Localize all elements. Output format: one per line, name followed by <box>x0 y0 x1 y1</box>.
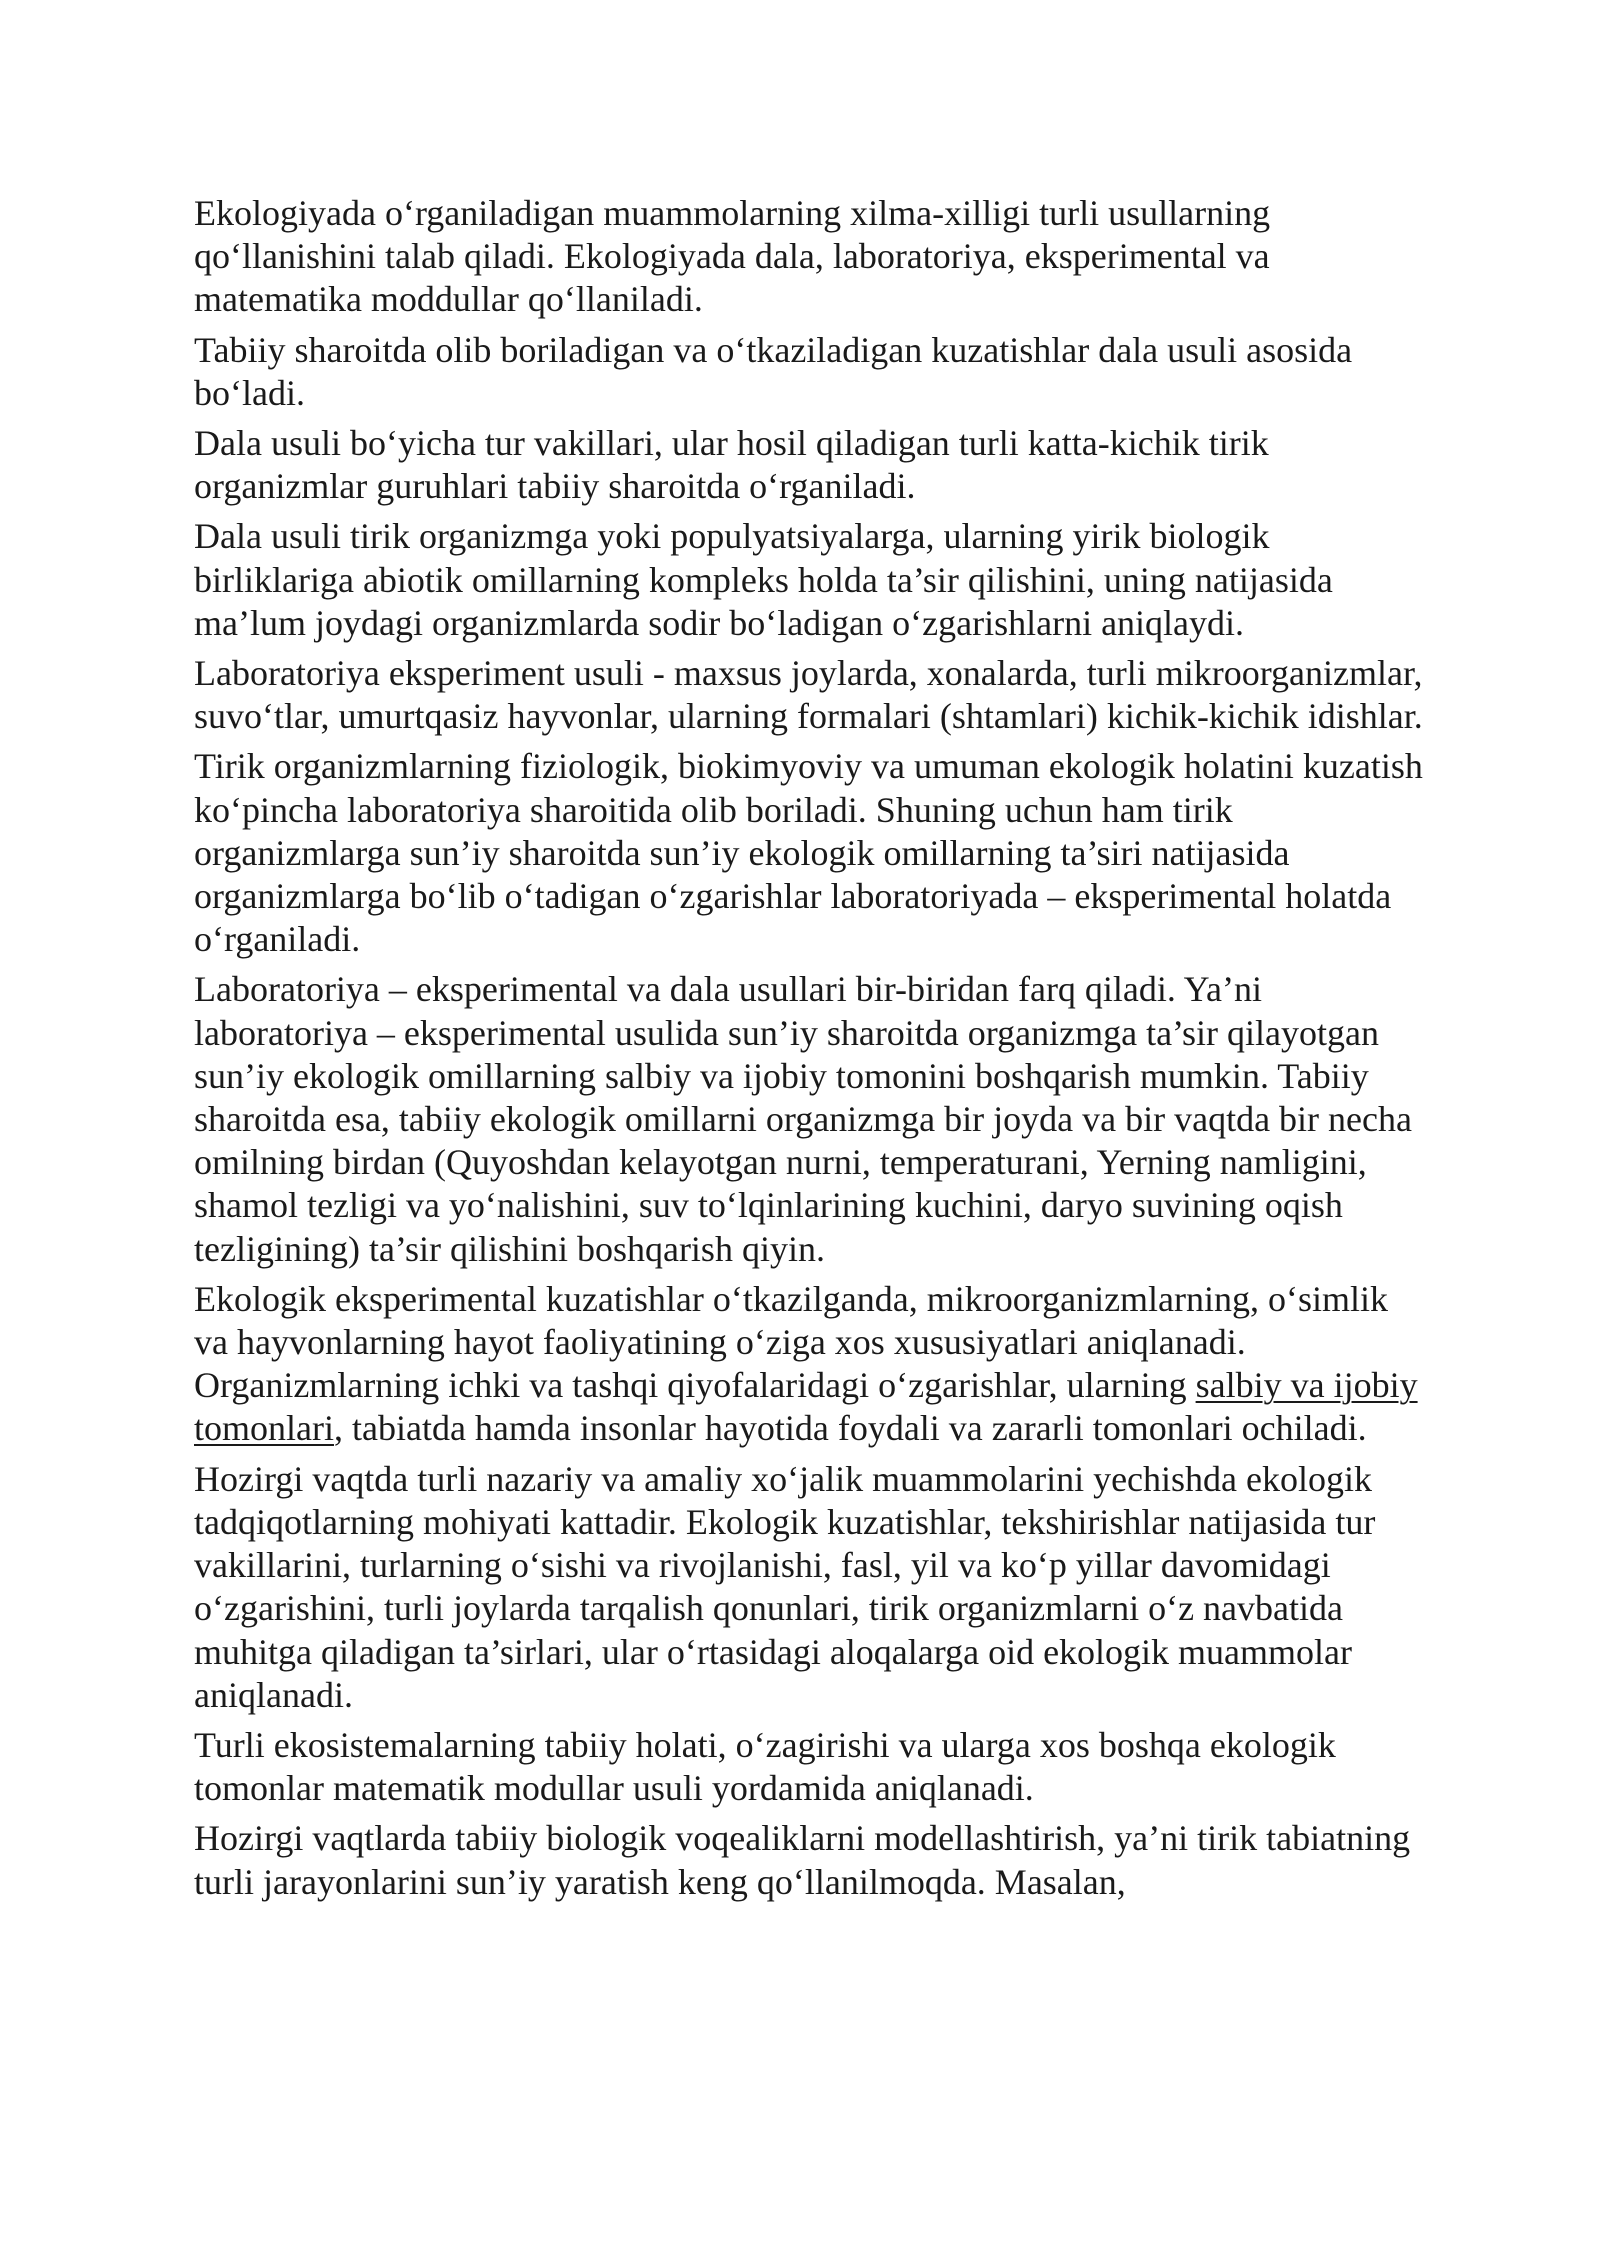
paragraph-3: Dala usuli bo‘yicha tur vakillari, ular hosil qiladigan turli katta-kichik tirik organizmlar guruhlari tabiiy sharoitda o‘rganiladi. <box>194 423 1269 507</box>
paragraph-5: Laboratoriya eksperiment usuli - maxsus joylarda, xonalarda, turli mikroorganizmlar, suvo‘tlar, umurtqasiz hayvonlar, ularning formalari (shtamlari) kichik-kichik idishlar. <box>194 653 1423 737</box>
paragraph-2: Tabiiy sharoitda olib boriladigan va o‘tkaziladigan kuzatishlar dala usuli asosida bo‘ladi. <box>194 329 1353 413</box>
paragraph-4: Dala usuli tirik organizmga yoki populyatsiyalarga, ularning yirik biologik birliklariga abiotik omillarning kompleks holda ta’sir qilishini, uning natijasida ma’lum joydagi organizmlarda sodir bo‘ladigan o‘zgarishlarni aniqlaydi. <box>194 516 1333 643</box>
paragraph-11: Hozirgi vaqtlarda tabiiy biologik voqealiklarni modellashtirish, ya’ni tirik tabiatning turli jarayonlarini sun’iy yaratish keng qo‘llanilmoqda. Masalan, <box>194 1818 1411 1902</box>
paragraph-7: Laboratoriya – eksperimental va dala usullari bir-biridan farq qiladi. Ya’ni laboratoriya – eksperimental usulida sun’iy sharoitda organizmga ta’sir qilayotgan sun’iy ekologik omillarning salbiy va ijobiy tomonini boshqarish mumkin. Tabiiy sharoitda esa, tabiiy ekologik omillarni organizmga bir joyda va bir vaqtda bir necha omilning birdan (Quyoshdan kelayotgan nurni, temperaturani, Yerning namligini, shamol tezligi va yo‘nalishini, suv to‘lqinlarining kuchini, daryo suvining oqish tezligining) ta’sir qilishini boshqarish qiyin. <box>194 969 1412 1269</box>
underlined-phrase: salbiy va ijobiy tomonlari <box>194 1365 1418 1449</box>
paragraph-6: Tirik organizmlarning fiziologik, biokimyoviy va umuman ekologik holatini kuzatish ko‘pincha laboratoriya sharoitida olib boriladi. Shuning uchun ham tirik organizmlarga sun’iy sharoitda sun’iy ekologik omillarning ta’siri natijasida organizmlarga bo‘lib o‘tadigan o‘zgarishlar laboratoriyada – eksperimental holatda o‘rganiladi. <box>194 746 1423 960</box>
paragraph-8-text-before: Ekologik eksperimental kuzatishlar o‘tkazilganda, mikroorganizmlarning, o‘simlik va hayvonlarning hayot faoliyatining o‘ziga xos xususiyatlari aniqlanadi. Organizmlarning ichki va tashqi qiyofalaridagi o‘zgarishlar, ularning <box>194 1278 1389 1406</box>
document-body <box>194 192 1424 1911</box>
paragraph-1: Ekologiyada o‘rganiladigan muammolarning xilma-xilligi turli usullarning qo‘llanishini talab qiladi. Ekologiyada dala, laboratoriya, eksperimental va matematika moddullar qo‘llaniladi. <box>194 193 1271 320</box>
paragraph-8 <box>194 1278 1424 1451</box>
paragraph-9: Hozirgi vaqtda turli nazariy va amaliy xo‘jalik muammolarini yechishda ekologik tadqiqotlarning mohiyati kattadir. Ekologik kuzatishlar, tekshirishlar natijasida tur vakillarini, turlarning o‘sishi va rivojlanishi, fasl, yil va ko‘p yillar davomidagi o‘zgarishini, turli joylarda tarqalish qonunlari, tirik organizmlarni o‘z navbatida muhitga qiladigan ta’sirlari, ular o‘rtasidagi aloqalarga oid ekologik muammolar aniqlanadi. <box>194 1458 1376 1715</box>
paragraph-8-text-after: , tabiatda hamda insonlar hayotida foydali va zararli tomonlari ochiladi. <box>333 1408 1367 1449</box>
paragraph-10: Turli ekosistemalarning tabiiy holati, o‘zagirishi va ularga xos boshqa ekologik tomonlar matematik modullar usuli yordamida aniqlanadi. <box>194 1724 1336 1809</box>
